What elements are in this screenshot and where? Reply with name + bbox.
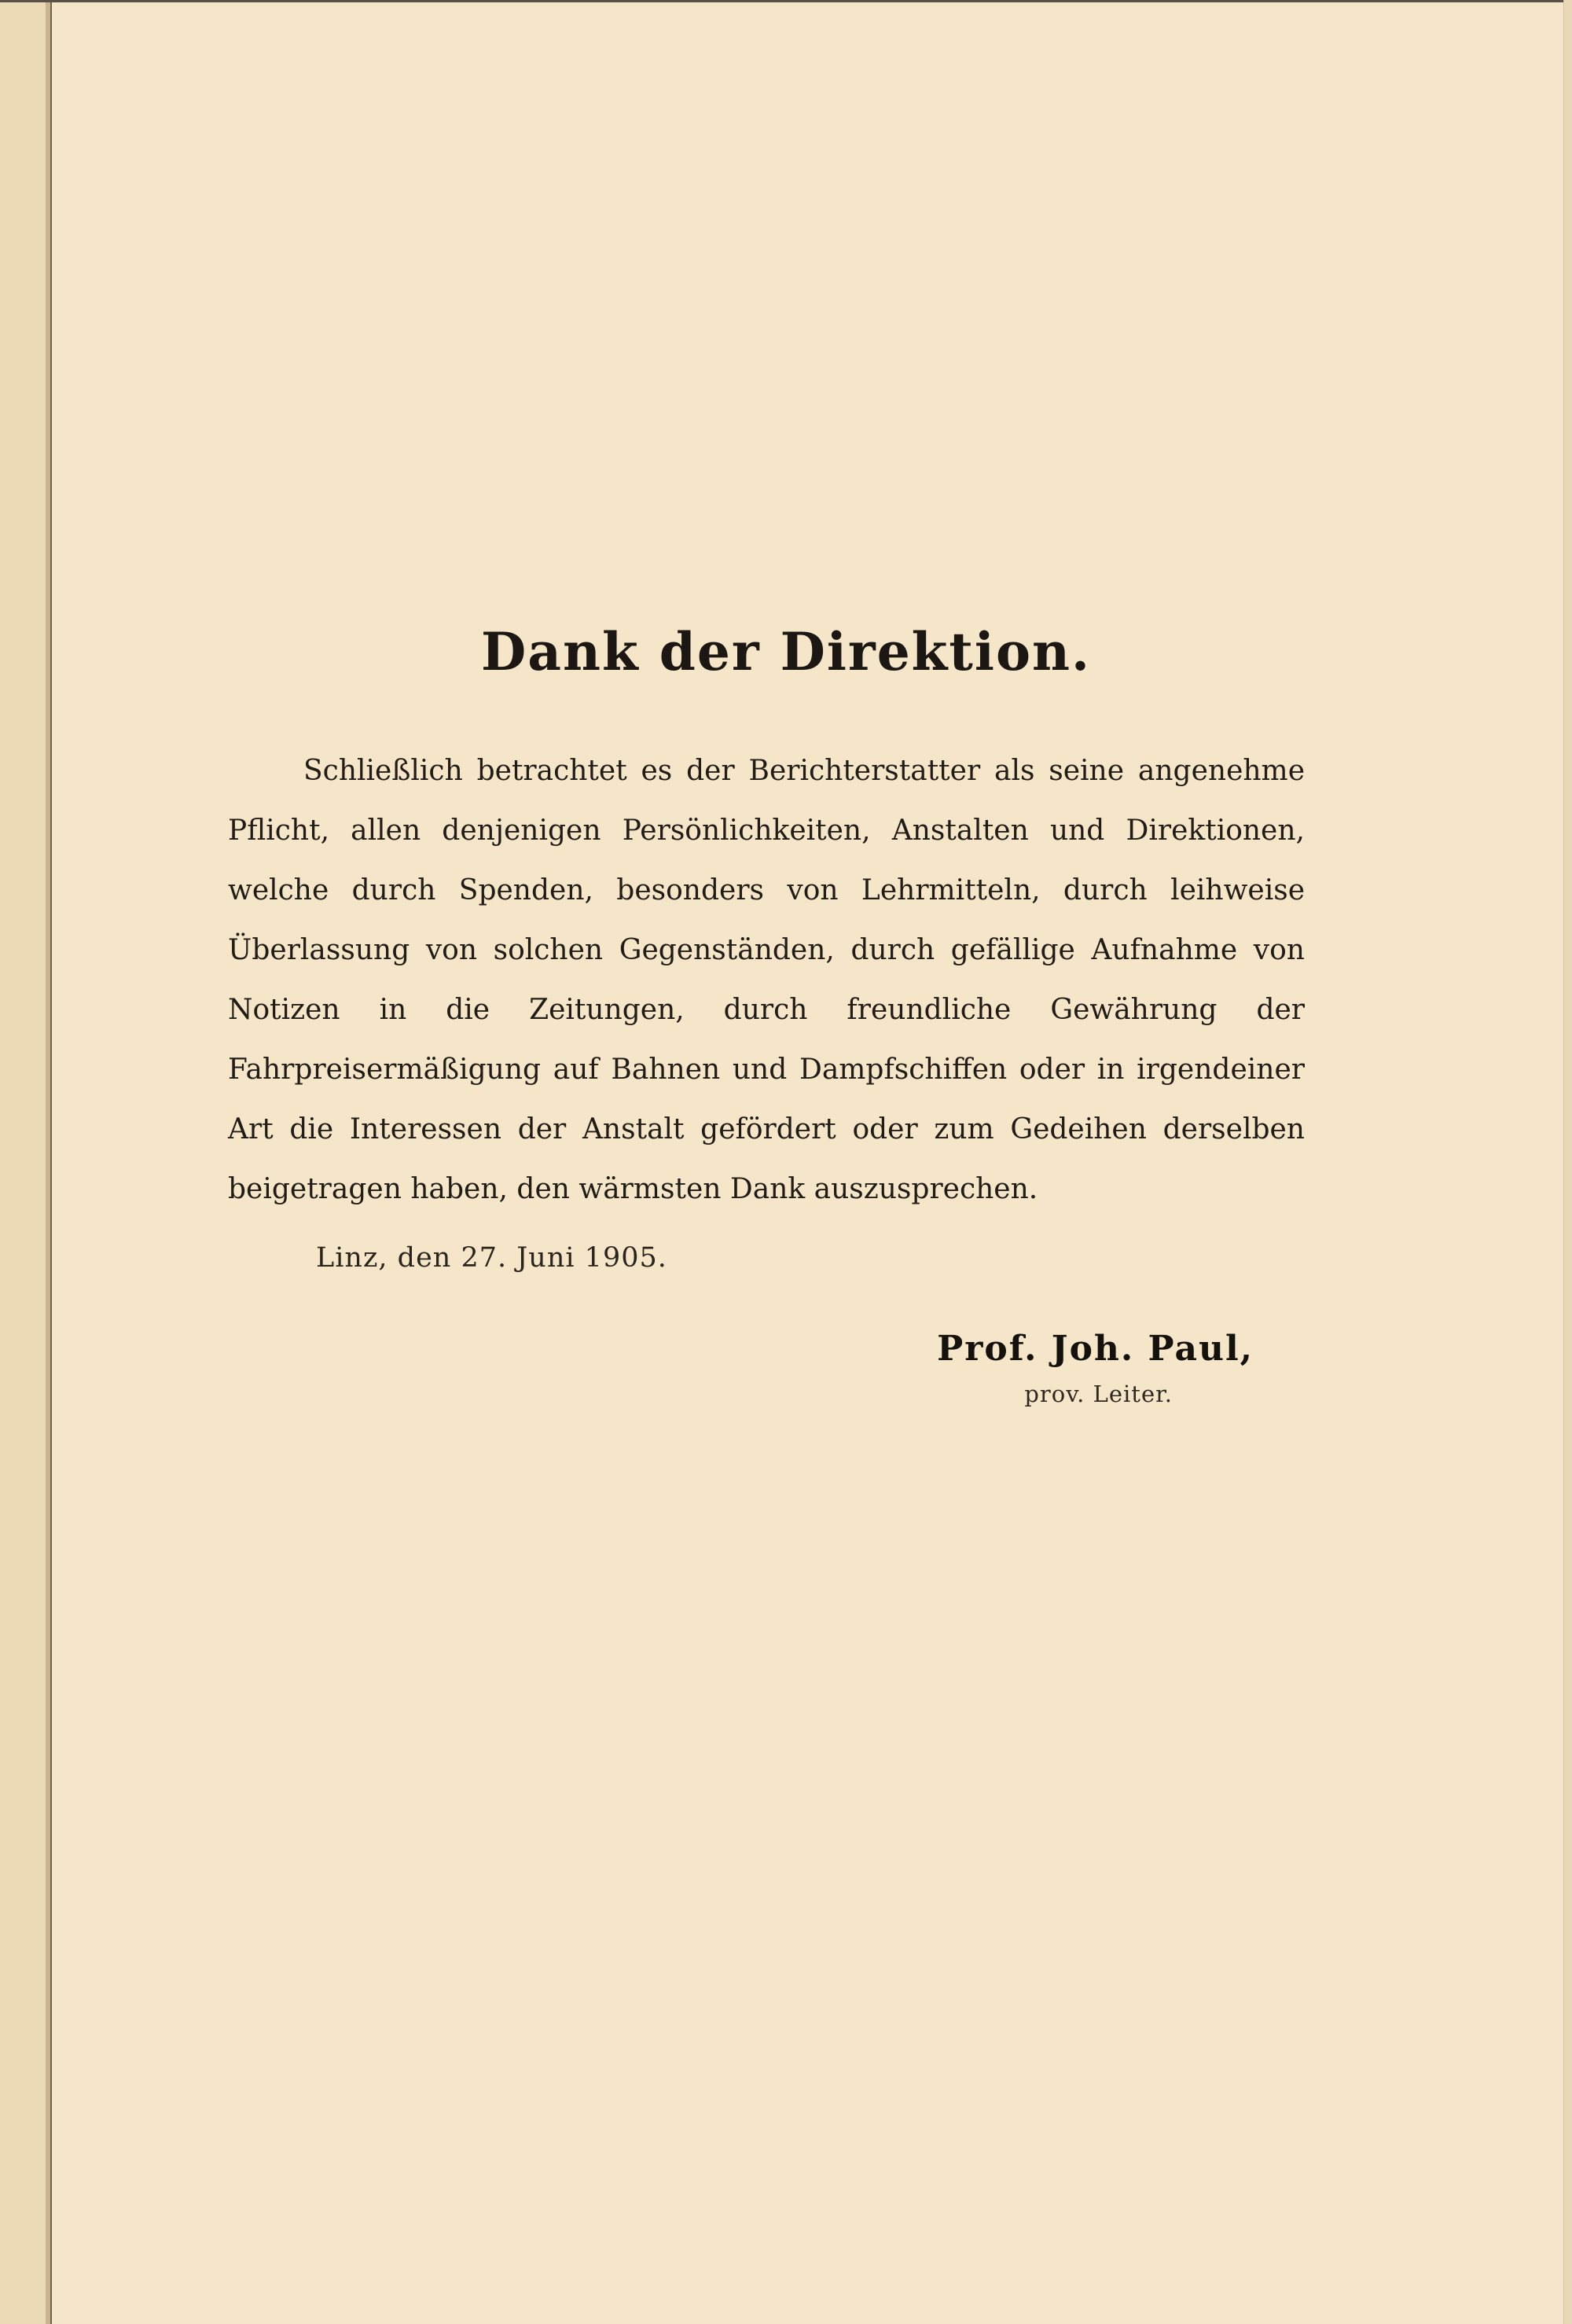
page-gutter-line bbox=[50, 0, 52, 2324]
place-and-date: Linz, den 27. Juni 1905. bbox=[316, 1242, 667, 1274]
page-top-edge bbox=[0, 0, 1572, 2]
body-paragraph: Schließlich betrachtet es der Berichterstatter als seine angenehme Pflicht, allen denjenigen Persönlichkeiten, Anstalten und Direktionen, welche durch Spenden, besonders von Lehrmitteln, durch leihweise Überlassung von solchen Gegenständen, durch gefällige Aufnahme von Notizen in die Zeitungen, durch freundliche Gewährung der Fahrpreisermäßigung auf Bahnen und Dampfschiffen oder in irgendeiner Art die Interessen der Anstalt gefördert oder zum Gedeihen derselben beigetragen haben, den wärmsten Dank auszusprechen. bbox=[228, 755, 1305, 1205]
page-title: Dank der Direktion. bbox=[481, 621, 1091, 682]
book-spine bbox=[0, 0, 50, 2324]
page-right-edge bbox=[1563, 0, 1572, 2324]
signature-role: prov. Leiter. bbox=[1024, 1381, 1173, 1407]
signature-name: Prof. Joh. Paul, bbox=[937, 1329, 1254, 1369]
